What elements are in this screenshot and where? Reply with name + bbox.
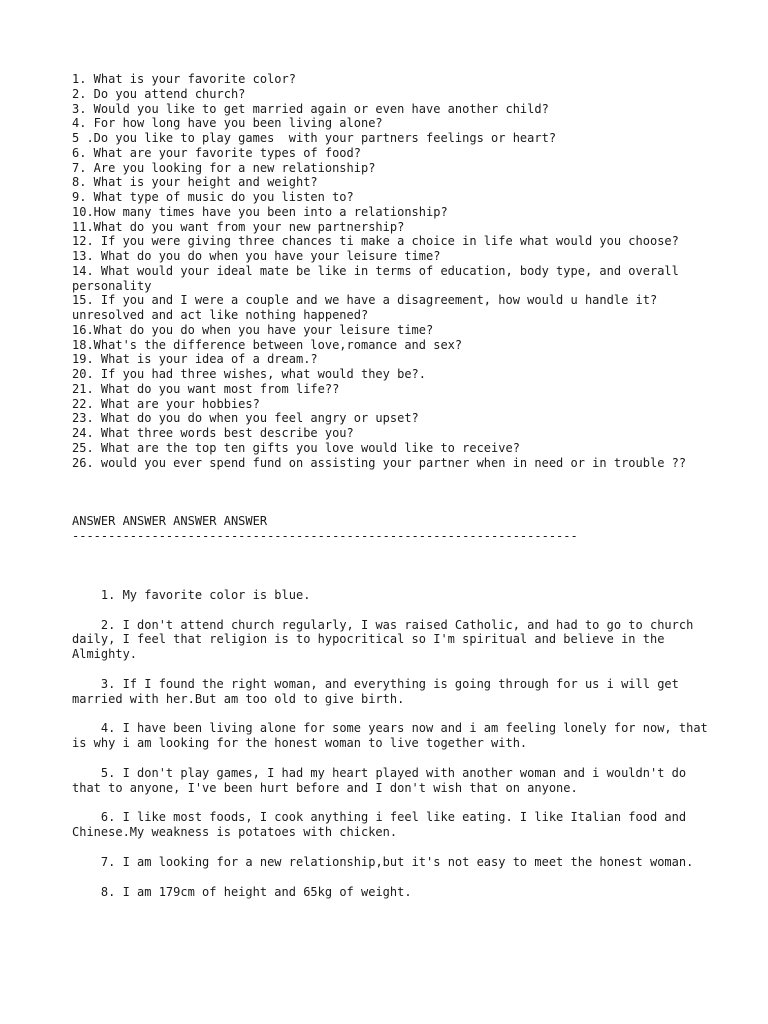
question-item: 6. What are your favorite types of food? [72,145,361,160]
question-item: 23. What do you do when you feel angry or upset? [72,411,419,426]
answer-item: 6. I like most foods, I cook anything i feel like eating. I like Italian food and Chinese.My weakness is potatoes with chicken. [72,810,694,839]
question-item: 7. Are you looking for a new relationship? [72,160,376,175]
question-item: 12. If you were giving three chances ti make a choice in life what would you choose? [72,234,679,249]
question-item: 3. Would you like to get married again or even have another child? [72,101,549,116]
question-item: 15. If you and I were a couple and we have a disagreement, how would u handle it? unresolved and act like nothing happened? [72,293,665,322]
answer-item: 5. I don't play games, I had my heart played with another woman and i wouldn't do that to anyone, I've been hurt before and I don't wish that on anyone. [72,765,694,795]
question-item: 26. would you ever spend fund on assisting your partner when in need or in trouble ?? [72,455,687,470]
question-item: 14. What would your ideal mate be like in terms of education, body type, and overall personality [72,263,687,293]
answer-heading-rule: ---------------------------------------------------------------------- [72,529,578,543]
question-item: 25. What are the top ten gifts you love would like to receive? [72,440,520,455]
question-item: 18.What's the difference between love,romance and sex? [72,337,463,352]
document-page [72,72,716,914]
question-item: 4. For how long have you been living alone? [72,116,383,131]
question-item: 2. Do you attend church? [72,86,246,101]
question-item: 20. If you had three wishes, what would they be?. [72,367,427,381]
answer-item: 8. I am 179cm of height and 65kg of weight. [72,884,412,899]
answer-heading [72,514,712,544]
question-item: 8. What is your height and weight? [72,175,318,190]
question-item: 9. What type of music do you listen to? [72,190,354,204]
question-item: 13. What do you do when you have your leisure time? [72,249,441,263]
question-item: 10.How many times have you been into a relationship? [72,204,448,219]
question-item: 16.What do you do when you have your leisure time? [72,322,434,337]
question-item: 24. What three words best describe you? [72,426,354,440]
answer-item: 1. My favorite color is blue. [72,587,311,602]
question-item: 21. What do you want most from life?? [72,381,340,396]
answer-item: 3. If I found the right woman, and everything is going through for us i will get married with her.But am too old to give birth. [72,676,687,706]
question-list [72,72,712,470]
answer-item: 2. I don't attend church regularly, I was raised Catholic, and had to go to church daily, I feel that religion is to hypocritical so I'm spiritual and believe in the Almighty. [72,617,701,661]
answer-item: 4. I have been living alone for some years now and i am feeling lonely for now, that is why i am looking for the honest woman to live together with. [72,721,716,750]
answer-list [72,587,716,900]
question-item: 11.What do you want from your new partnership? [72,219,405,234]
question-item: 1. What is your favorite color? [72,72,296,86]
answer-heading-title: ANSWER ANSWER ANSWER ANSWER [72,514,268,529]
question-item: 19. What is your idea of a dream.? [72,352,318,367]
question-item: 22. What are your hobbies? [72,396,260,411]
answer-item: 7. I am looking for a new relationship,but it's not easy to meet the honest woman. [72,854,694,869]
question-item: 5 .Do you like to play games with your partners feelings or heart? [72,131,557,145]
